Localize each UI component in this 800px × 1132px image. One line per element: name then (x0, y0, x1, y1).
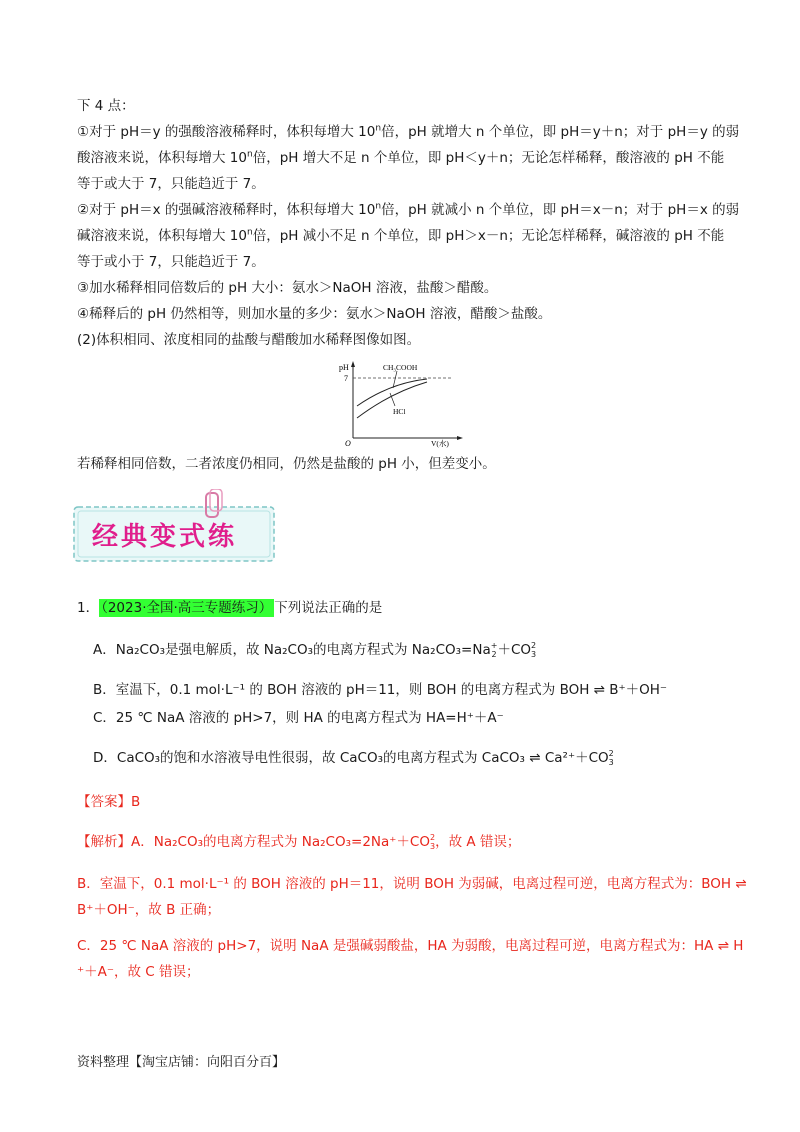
intro-line: 酸溶液来说，体积每增大 10$^n$倍，pH 增大不足 n 个单位，即 pH＜y＋n；无论怎样稀释，酸溶液的 pH 不能 (77, 149, 725, 166)
question-number: 1． (77, 600, 100, 616)
banner-title: 经典变式练 (92, 522, 238, 552)
dilution-graph (335, 358, 465, 448)
intro-line: 若稀释相同倍数，二者浓度仍相同，仍然是盐酸的 pH 小，但差变小。 (77, 456, 496, 472)
option-b: B．室温下，0.1 mol·L⁻¹ 的 BOH 溶液的 pH＝11，则 BOH 的电离方程式为 BOH ⇌ B⁺＋OH⁻ (93, 682, 668, 698)
x-axis-label: V(水) (431, 439, 449, 448)
intro-line: 下 4 点： (77, 98, 135, 114)
intro-line: ④稀释后的 pH 仍然相等，则加水量的多少：氨水＞NaOH 溶液，醋酸＞盐酸。 (77, 306, 552, 322)
series-label-hcl: HCl (393, 407, 406, 416)
intro-line: (2)体积相同、浓度相同的盐酸与醋酸加水稀释图像如图。 (77, 332, 421, 348)
analysis-line: 【解析】A．Na₂CO₃的电离方程式为 Na₂CO₃=2Na⁺＋CO 2 3 ，故 A 错误； (77, 833, 521, 851)
intro-line: ②对于 pH＝x 的强碱溶液稀释时，体积每增大 10$^n$倍，pH 就减小 n 个单位，即 pH＝x－n；对于 pH＝x 的弱 (77, 201, 740, 218)
acetic-acid-curve (357, 379, 427, 406)
y-axis-label: pH (339, 363, 349, 372)
x-axis-arrow (457, 436, 463, 440)
option-c: C．25 ℃ NaA 溶液的 pH>7，则 HA 的电离方程式为 HA=H⁺＋A⁻ (93, 710, 504, 726)
y-axis-arrow (351, 361, 355, 367)
analysis-line: C．25 ℃ NaA 溶液的 pH>7，说明 NaA 是强碱弱酸盐，HA 为弱酸，电离过程可逆，电离方程式为：HA ⇌ H (77, 938, 744, 954)
tick-label: 7 (344, 374, 348, 383)
answer-label: 【答案】B (77, 794, 141, 810)
question-stem (77, 598, 382, 618)
analysis-line: B．室温下，0.1 mol·L⁻¹ 的 BOH 溶液的 pH＝11，说明 BOH 为弱碱，电离过程可逆，电离方程式为：BOH ⇌ (77, 876, 747, 892)
analysis-line: B⁺＋OH⁻，故 B 正确； (77, 902, 221, 918)
intro-line: 等于或大于 7，只能趋近于 7。 (77, 176, 265, 192)
section-banner (70, 489, 280, 569)
footer-text: 资料整理【淘宝店铺：向阳百分百】 (77, 1055, 286, 1070)
series-label-acetic: CH₃COOH (383, 363, 418, 372)
intro-line: ①对于 pH＝y 的强酸溶液稀释时，体积每增大 10$^n$倍，pH 就增大 n 个单位，即 pH＝y＋n；对于 pH＝y 的弱 (77, 123, 740, 140)
analysis-line: ⁺＋A⁻，故 C 错误； (77, 964, 200, 980)
question-text: 下列说法正确的是 (274, 600, 383, 616)
origin-label: O (345, 439, 351, 448)
intro-line: 碱溶液来说，体积每增大 10$^n$倍，pH 减小不足 n 个单位，即 pH＞x－n；无论怎样稀释，碱溶液的 pH 不能 (77, 227, 725, 244)
intro-line: 等于或小于 7，只能趋近于 7。 (77, 254, 265, 270)
option-d: D．CaCO₃的饱和水溶液导电性很弱，故 CaCO₃的电离方程式为 CaCO₃ ⇌ Ca²⁺＋CO 2 3 (93, 749, 614, 767)
source-tag: （2023·全国·高三专题练习） (101, 600, 273, 616)
intro-line: ③加水稀释相同倍数后的 pH 大小：氨水＞NaOH 溶液，盐酸＞醋酸。 (77, 280, 498, 296)
option-a: A．Na₂CO₃是强电解质，故 Na₂CO₃的电离方程式为 Na₂CO₃=Na + 2 ＋CO 2 3 (93, 641, 537, 659)
